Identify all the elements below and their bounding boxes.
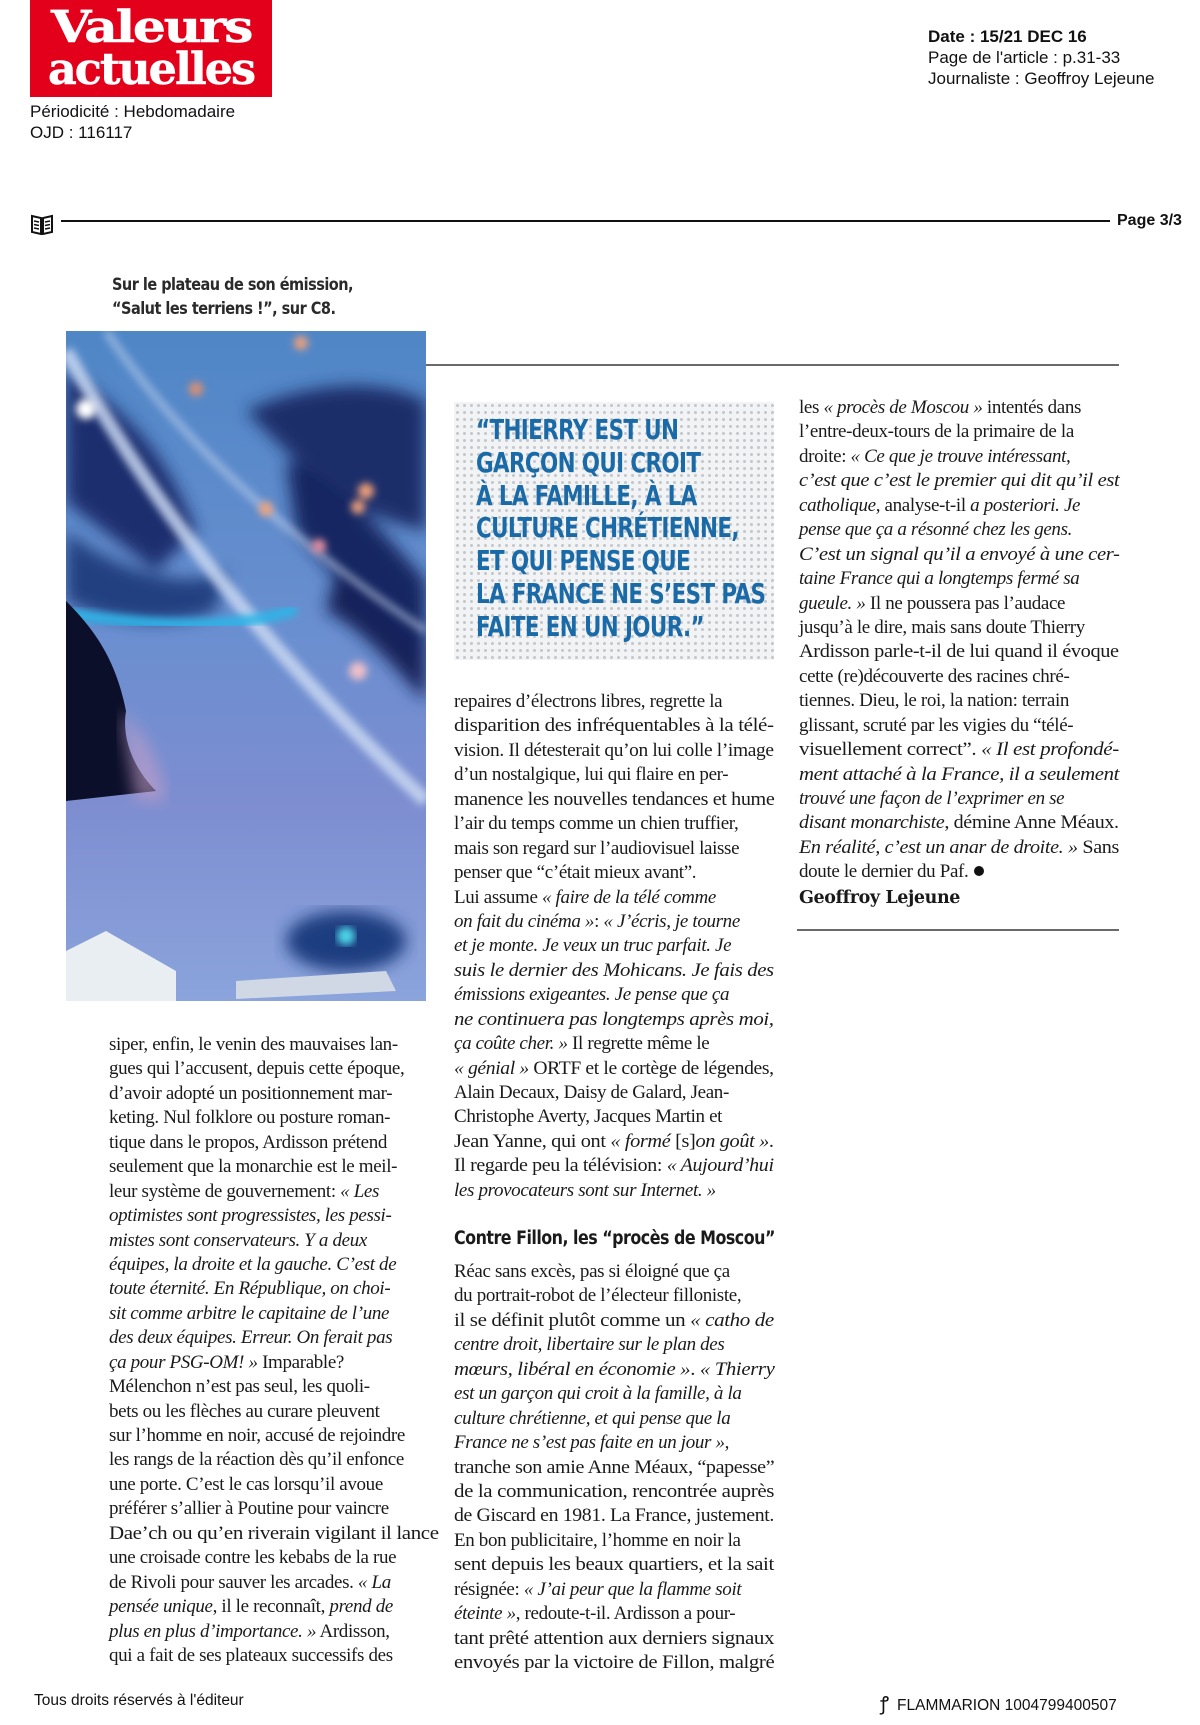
publisher-mark-icon: ꝭ — [880, 1693, 890, 1715]
text-segment: . — [690, 1358, 700, 1380]
article-column-2-bottom — [454, 1260, 775, 1675]
text-line — [454, 886, 767, 910]
text-segment: Jean Yanne, qui ont — [454, 1130, 611, 1152]
text-segment: qui a fait de ses plateaux successifs des — [109, 1644, 393, 1666]
text-line — [109, 1326, 408, 1350]
text-line — [109, 1424, 408, 1448]
text-line — [109, 1448, 408, 1472]
text-segment: tant prêté attention aux derniers signaux — [454, 1627, 775, 1649]
article-subhead: Contre Fillon, les “procès de Moscou” — [454, 1228, 775, 1249]
text-line — [799, 518, 1103, 542]
text-line — [454, 1553, 793, 1577]
text-line — [799, 787, 1103, 811]
text-segment: keting. Nul folklore ou posture roman- — [109, 1107, 391, 1129]
text-segment: du portrait-robot de l’électeur filloniste, — [454, 1285, 742, 1307]
journalist: Journaliste : Geoffroy Lejeune — [928, 69, 1155, 88]
text-line — [454, 1008, 798, 1032]
text-segment: glissant, scruté par les vigies du “télé- — [799, 714, 1074, 736]
text-line — [454, 861, 767, 885]
text-segment: Il ne poussera pas l’audace — [865, 592, 1066, 614]
text-segment: Ardisson parle-t-il de lui quand il évoque — [799, 641, 1119, 663]
italic-segment: France ne s’est pas faite en un jour » — [454, 1432, 725, 1454]
text-segment: d’avoir adopté un positionnement mar- — [109, 1082, 393, 1104]
text-segment: résignée: — [454, 1578, 524, 1600]
text-segment: les — [799, 397, 824, 418]
text-line — [799, 592, 1103, 616]
text-segment: il se définit plutôt comme un — [454, 1309, 691, 1331]
text-segment: seulement que la monarchie est le meil- — [109, 1156, 398, 1178]
text-line — [109, 1522, 439, 1546]
rights-notice: Tous droits réservés à l'éditeur — [34, 1692, 244, 1709]
text-line — [109, 1204, 408, 1228]
text-line — [799, 714, 1103, 738]
italic-segment: c’est que c’est le premier qui dit qu’il est — [799, 470, 1120, 492]
header-rule — [61, 220, 1110, 222]
text-segment: sur l’homme en noir, accusé de rejoindre — [109, 1425, 405, 1446]
text-line — [454, 959, 795, 983]
italic-segment: on fait du cinéma » — [454, 910, 595, 932]
italic-segment: disant monarchiste — [799, 812, 945, 834]
text-line — [799, 689, 1103, 713]
italic-segment: a posteriori. Je — [970, 494, 1081, 516]
text-segment: les rangs de la réaction dès qu’il enfonce — [109, 1449, 404, 1471]
logo-line-2: actuelles — [48, 44, 255, 95]
text-segment: Mélenchon n’est pas seul, les quoli- — [109, 1376, 370, 1398]
text-segment: Réac sans excès, pas si éloigné que ça — [454, 1261, 730, 1282]
logo-wordmark — [30, 0, 272, 97]
text-segment: une croisade contre les kebabs de la rue — [109, 1547, 397, 1569]
text-segment: une porte. C’est le cas lorsqu’il avoue — [109, 1473, 383, 1495]
italic-segment: « Thierry — [699, 1358, 775, 1380]
text-segment: , il le reconnaît, — [212, 1596, 330, 1618]
text-line — [454, 934, 767, 958]
italic-segment: C’est un signal qu’il a envoyé à une cer- — [799, 543, 1120, 565]
text-segment: intentés dans — [982, 397, 1082, 418]
text-line — [454, 812, 767, 836]
text-line — [109, 1546, 408, 1570]
text-line — [454, 763, 767, 787]
italic-segment: gueule. » — [799, 592, 866, 614]
italic-segment: toute éternité. En République, on choi- — [109, 1278, 391, 1300]
text-line — [799, 665, 1103, 689]
italic-segment: En réalité, c’est un anar de droite. » — [799, 836, 1078, 858]
italic-segment: sit comme arbitre le capitaine de l’une — [109, 1302, 390, 1324]
italic-segment: catholique — [799, 494, 876, 516]
text-segment: visuellement correct”. — [799, 739, 982, 761]
text-segment: leur système de gouvernement: — [109, 1180, 341, 1202]
italic-segment: prend de — [329, 1596, 393, 1618]
text-line — [454, 1407, 761, 1431]
text-segment: , — [724, 1432, 730, 1454]
text-segment: de Rivoli pour sauver les arcades. — [109, 1571, 358, 1593]
text-line — [109, 1082, 408, 1106]
text-line — [454, 714, 800, 738]
section-rule — [426, 364, 1119, 366]
article-column-3 — [799, 396, 1120, 885]
text-line — [454, 690, 767, 714]
text-segment: En bon publicitaire, l’homme en noir la — [454, 1529, 741, 1551]
text-line — [454, 1431, 761, 1455]
text-line — [109, 1106, 408, 1130]
periodicity: Périodicité : Hebdomadaire — [30, 102, 236, 121]
text-segment: Ardisson, — [316, 1620, 390, 1642]
text-line — [454, 1602, 761, 1626]
pull-quote-text: “THIERRY EST UN GARÇON QUI CROIT À LA FAMILLE, À LA CULTURE CHRÉTIENNE, ET QUI PENSE QUE LA FRANCE NE S’EST PAS FAITE EN UN JOUR.” — [476, 414, 766, 643]
text-line — [454, 1529, 761, 1553]
text-line — [109, 1253, 408, 1277]
italic-segment: ne continuera pas longtemps après moi, — [454, 1008, 774, 1030]
text-segment: Il regrette même le — [567, 1033, 710, 1055]
end-mark-icon — [974, 866, 984, 876]
text-line — [799, 860, 1103, 884]
article-byline: Geoffroy Lejeune — [799, 888, 961, 908]
text-segment: vision. Il détesterait qu’on lui colle l’image — [454, 739, 774, 761]
article-photo — [66, 331, 426, 1001]
text-segment: doute le dernier du Paf. — [799, 861, 969, 883]
text-line — [454, 1480, 793, 1504]
text-line — [799, 811, 1119, 835]
text-line — [109, 1351, 408, 1375]
caption-line: “Salut les terriens !”, sur C8. — [112, 299, 336, 318]
text-segment: . — [768, 1130, 774, 1152]
text-line — [454, 1032, 767, 1056]
text-line — [454, 1627, 793, 1651]
italic-segment: pensée unique — [109, 1596, 213, 1618]
italic-segment: « formé — [610, 1130, 676, 1152]
text-line — [454, 1504, 774, 1528]
italic-segment: « Ce que je trouve intéressant, — [850, 445, 1071, 467]
italic-segment: plus en plus d’importance. » — [109, 1620, 317, 1642]
text-line — [799, 738, 1135, 762]
italic-segment: est un garçon qui croit à la famille, à la — [454, 1383, 742, 1405]
text-segment: Christophe Averty, Jacques Martin et — [454, 1106, 723, 1128]
text-line — [799, 494, 1103, 518]
publisher-id-text: FLAMMARION 1004799400507 — [897, 1697, 1117, 1714]
text-line — [454, 1456, 778, 1480]
text-line — [109, 1375, 408, 1399]
text-segment: préférer s’allier à Poutine pour vaincre — [109, 1498, 389, 1520]
italic-segment: « J’ai peur que la flamme soit — [523, 1578, 742, 1600]
italic-segment: optimistes sont progressistes, les pessi- — [109, 1205, 392, 1227]
text-line — [454, 1057, 777, 1081]
text-segment: tique dans le propos, Ardisson prétend — [109, 1131, 387, 1153]
text-line — [109, 1131, 408, 1155]
italic-segment: émissions exigeantes. Je pense que ça — [454, 984, 730, 1006]
text-segment: tiennes. Dieu, le roi, la nation: terrain — [799, 690, 1070, 712]
article-column-2-top — [454, 690, 775, 1203]
text-segment: bets ou les flèches au curare pleuvent — [109, 1400, 380, 1422]
italic-segment: taine France qui a longtemps fermé sa — [799, 568, 1080, 590]
text-line — [454, 1260, 761, 1284]
text-line — [109, 1571, 408, 1595]
text-line — [454, 1382, 761, 1406]
pull-quote — [454, 402, 774, 660]
article-pages: Page de l'article : p.31-33 — [928, 48, 1121, 67]
text-line — [109, 1595, 408, 1619]
text-line — [799, 543, 1130, 567]
italic-segment: suis le dernier des Mohicans. Je fais des — [454, 959, 774, 981]
text-segment: tranche son amie Anne Méaux, “papesse” — [454, 1456, 775, 1478]
text-line — [799, 567, 1103, 591]
text-line — [454, 1651, 789, 1675]
text-segment: sent depuis les beaux quartiers, et la sait — [454, 1554, 774, 1576]
publication-meta — [30, 101, 235, 143]
text-line — [454, 910, 767, 934]
book-icon — [30, 213, 54, 235]
italic-segment: ça pour PSG-OM! » — [109, 1351, 258, 1373]
italic-segment: « Aujourd’hui — [666, 1155, 774, 1177]
text-segment: repaires d’électrons libres, regrette la — [454, 691, 723, 712]
italic-segment: et je monte. Je veux un truc parfait. Je — [454, 935, 732, 957]
publication-logo — [30, 0, 272, 97]
text-segment: mais son regard sur l’audiovisuel laisse — [454, 837, 740, 859]
text-line — [109, 1302, 408, 1326]
text-segment: [s] — [675, 1130, 696, 1152]
text-segment: envoyés par la victoire de Fillon, malgré — [454, 1652, 775, 1673]
text-line — [109, 1400, 408, 1424]
text-segment: jusqu’à le dire, mais sans doute Thierry — [799, 616, 1085, 638]
text-line — [799, 396, 1103, 420]
italic-segment: ment attaché à la France, il a seulement — [799, 763, 1120, 785]
text-line — [799, 616, 1103, 640]
italic-segment: culture chrétienne, et qui pense que la — [454, 1407, 731, 1429]
text-line — [454, 1179, 767, 1203]
text-line — [109, 1620, 408, 1644]
text-line — [799, 445, 1103, 469]
italic-segment: ça coûte cher. » — [454, 1033, 568, 1055]
ojd: OJD : 116117 — [30, 123, 133, 142]
text-segment: l’air du temps comme un chien truffier, — [454, 813, 739, 835]
text-line — [109, 1497, 408, 1521]
italic-segment: mœurs, libéral en économie » — [454, 1358, 691, 1380]
italic-segment: « génial » — [454, 1057, 529, 1079]
text-segment: siper, enfin, le venin des mauvaises lan- — [109, 1034, 398, 1055]
text-segment: Dae’ch ou qu’en riverain vigilant il lance — [109, 1522, 439, 1544]
text-line — [454, 1081, 767, 1105]
article-meta — [928, 26, 1155, 89]
text-line — [799, 640, 1124, 664]
text-segment: , démine Anne Méaux. — [944, 812, 1119, 834]
text-line — [109, 1155, 408, 1179]
text-line — [109, 1180, 408, 1204]
italic-segment: « catho de — [690, 1309, 774, 1331]
text-segment: de la communication, rencontrée auprès — [454, 1480, 775, 1502]
text-segment: de Giscard en 1981. La France, justement. — [454, 1505, 774, 1527]
italic-segment: trouvé une façon de l’exprimer en se — [799, 788, 1065, 809]
text-line — [109, 1277, 408, 1301]
italic-segment: « J’écris, je tourne — [603, 910, 740, 932]
italic-segment: « La — [357, 1571, 391, 1593]
page-indicator: Page 3/3 — [1117, 212, 1182, 229]
text-segment: : — [594, 910, 604, 932]
text-line — [454, 1309, 794, 1333]
italic-segment: « procès de Moscou » — [823, 397, 983, 418]
italic-segment: des deux équipes. Erreur. On ferait pas — [109, 1327, 393, 1349]
text-line — [454, 837, 767, 861]
logo-line-1: Valeurs — [49, 2, 252, 53]
text-line — [799, 420, 1103, 444]
text-line — [454, 1333, 761, 1357]
text-segment: , analyse-t-il — [875, 494, 971, 516]
text-segment: disparition des infréquentables à la télé- — [454, 715, 774, 737]
text-line — [109, 1644, 408, 1668]
italic-segment: mistes sont conservateurs. Y a deux — [109, 1229, 367, 1251]
text-line — [454, 1578, 761, 1602]
text-segment: d’un nostalgique, lui qui flaire en per- — [454, 764, 729, 786]
article-date: Date : 15/21 DEC 16 — [928, 27, 1087, 46]
italic-segment: équipes, la droite et la gauche. C’est de — [109, 1253, 397, 1275]
text-segment: l’entre-deux-tours de la primaire de la — [799, 421, 1074, 443]
text-segment: Alain Decaux, Daisy de Galard, Jean- — [454, 1082, 729, 1103]
text-line — [454, 1130, 789, 1154]
text-segment: penser que “c’était mieux avant”. — [454, 862, 697, 884]
publisher-id — [880, 1690, 1117, 1716]
caption-line: Sur le plateau de son émission, — [112, 275, 354, 294]
text-line — [109, 1229, 408, 1253]
italic-segment: « Les — [340, 1180, 380, 1202]
text-segment: Lui assume — [454, 886, 542, 908]
text-line — [454, 1105, 767, 1129]
text-segment: droite: — [799, 445, 851, 467]
italic-segment: on goût » — [695, 1130, 769, 1152]
text-line — [454, 739, 774, 763]
end-rule — [797, 929, 1119, 931]
text-segment: Il regarde peu la télévision: — [454, 1155, 667, 1177]
italic-segment: les provocateurs sont sur Internet. » — [454, 1179, 716, 1201]
text-line — [109, 1033, 408, 1057]
photo-caption — [112, 273, 353, 321]
text-line — [799, 836, 1121, 860]
text-segment: Imparable? — [257, 1351, 345, 1373]
text-line — [454, 1154, 783, 1178]
article-column-1 — [109, 1033, 439, 1668]
italic-segment: « Il est profondé- — [981, 739, 1119, 761]
text-segment: cette (re)découverte des racines chré- — [799, 665, 1070, 687]
text-line — [454, 1358, 790, 1382]
text-line — [799, 763, 1132, 787]
italic-segment: « faire de la télé comme — [541, 886, 716, 908]
text-segment: manence les nouvelles tendances et hume — [454, 788, 775, 810]
text-segment: ORTF et le cortège de légendes, — [528, 1057, 774, 1079]
text-line — [454, 983, 767, 1007]
text-line — [109, 1473, 408, 1497]
text-segment: gues qui l’accusent, depuis cette époque, — [109, 1058, 405, 1080]
text-line — [109, 1057, 408, 1081]
text-line — [454, 788, 785, 812]
text-line — [799, 469, 1127, 493]
text-segment: , redoute-t-il. Ardisson a pour- — [515, 1603, 736, 1625]
italic-segment: éteinte » — [454, 1603, 516, 1625]
italic-segment: pense que ça a résonné chez les gens. — [799, 519, 1073, 541]
text-line — [454, 1284, 761, 1308]
text-segment: Sans — [1077, 836, 1119, 858]
italic-segment: centre droit, libertaire sur le plan des — [454, 1334, 725, 1356]
